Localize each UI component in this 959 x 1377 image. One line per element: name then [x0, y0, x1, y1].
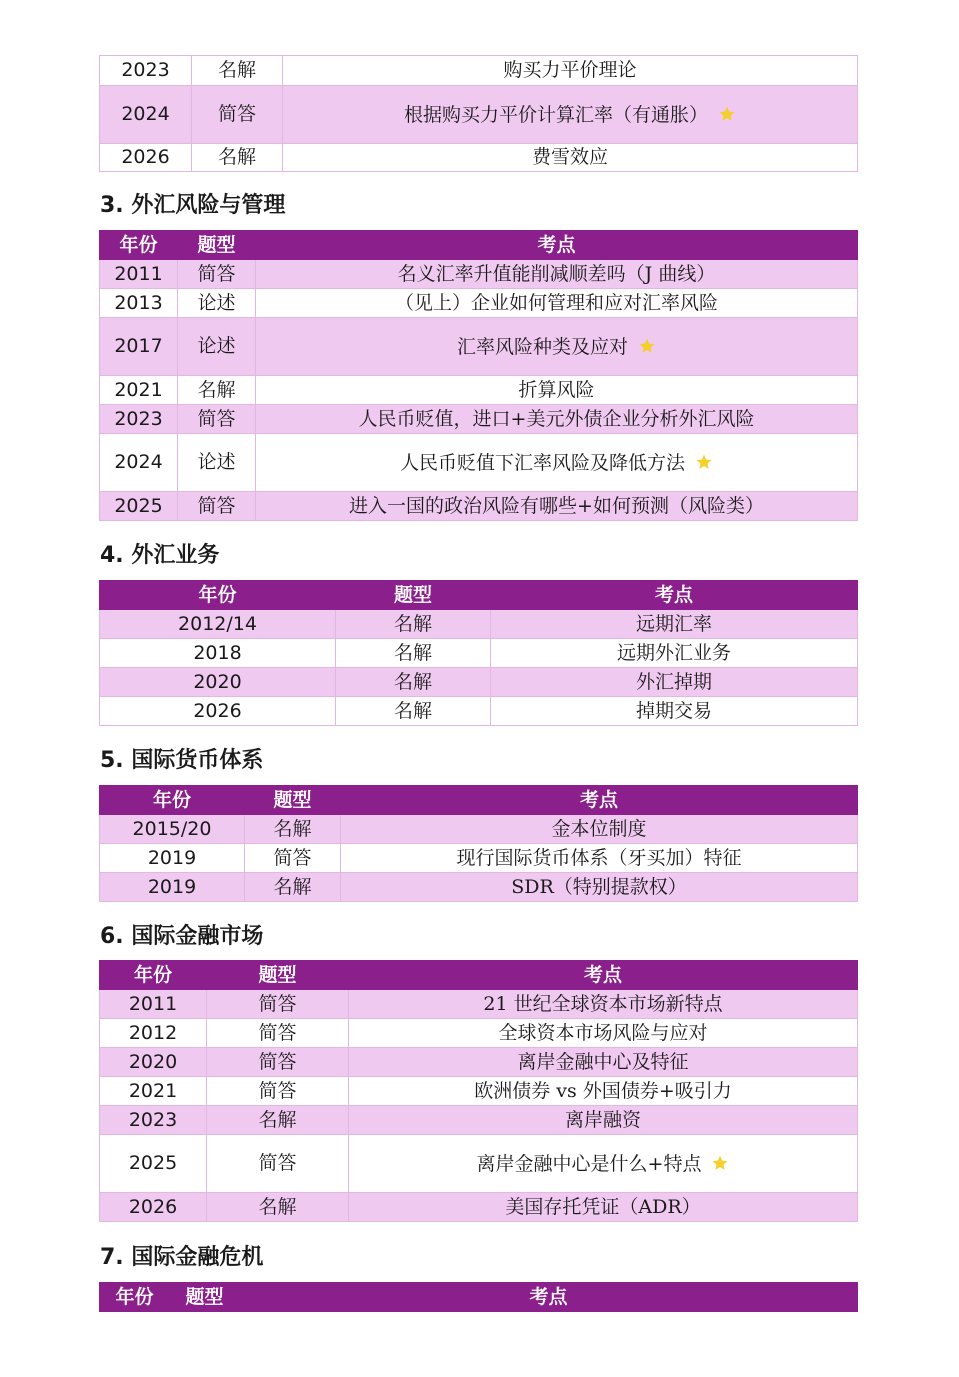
- cell-topic: 离岸金融中心及特征: [349, 1048, 858, 1077]
- cell-type: 名解: [207, 1106, 349, 1135]
- cell-year: 2025: [100, 1135, 207, 1193]
- cell-year: 2021: [100, 376, 178, 405]
- cell-year: 2026: [100, 697, 336, 726]
- cell-type: 名解: [192, 56, 283, 86]
- table-row: [100, 1193, 858, 1222]
- cell-type: 论述: [178, 434, 256, 492]
- header-type: 题型: [207, 961, 349, 990]
- cell-topic: 人民币贬值下汇率风险及降低方法: [256, 434, 858, 492]
- table-section-5: [99, 785, 858, 902]
- table-row: [100, 990, 858, 1019]
- table-section-7: [99, 1282, 858, 1312]
- table-row: [100, 1077, 858, 1106]
- section-heading-6: 6. 国际金融市场: [100, 924, 264, 949]
- cell-year: 2024: [100, 434, 178, 492]
- cell-type: 简答: [178, 405, 256, 434]
- cell-topic: 折算风险: [256, 376, 858, 405]
- cell-type: 名解: [178, 376, 256, 405]
- table-header-row: [100, 1283, 858, 1312]
- header-topic: 考点: [349, 961, 858, 990]
- table-row: [100, 289, 858, 318]
- cell-type: 名解: [192, 144, 283, 172]
- cell-year: 2011: [100, 990, 207, 1019]
- table-row: [100, 376, 858, 405]
- star-icon: [638, 337, 656, 355]
- header-type: 题型: [170, 1283, 240, 1312]
- cell-topic: 离岸金融中心是什么+特点: [349, 1135, 858, 1193]
- section-heading-4: 4. 外汇业务: [100, 543, 220, 568]
- header-year: 年份: [100, 1283, 170, 1312]
- table-row: [100, 639, 858, 668]
- cell-topic: 远期外汇业务: [491, 639, 858, 668]
- table-row: [100, 1048, 858, 1077]
- cell-year: 2020: [100, 668, 336, 697]
- cell-topic: 人民币贬值，进口+美元外债企业分析外汇风险: [256, 405, 858, 434]
- table-row: [100, 56, 858, 86]
- cell-topic: 掉期交易: [491, 697, 858, 726]
- cell-type: 简答: [178, 492, 256, 521]
- cell-type: 简答: [207, 1019, 349, 1048]
- cell-topic: 美国存托凭证（ADR）: [349, 1193, 858, 1222]
- table-row: [100, 873, 858, 902]
- section-heading-7: 7. 国际金融危机: [100, 1245, 264, 1270]
- cell-topic: （见上）企业如何管理和应对汇率风险: [256, 289, 858, 318]
- cell-year: 2019: [100, 844, 245, 873]
- cell-type: 名解: [336, 610, 491, 639]
- header-year: 年份: [100, 231, 178, 260]
- header-year: 年份: [100, 786, 245, 815]
- table-section-4: [99, 580, 858, 726]
- cell-topic: 现行国际货币体系（牙买加）特征: [341, 844, 858, 873]
- cell-topic: 名义汇率升值能削减顺差吗（J 曲线）: [256, 260, 858, 289]
- cell-topic: 进入一国的政治风险有哪些+如何预测（风险类）: [256, 492, 858, 521]
- cell-year: 2020: [100, 1048, 207, 1077]
- header-type: 题型: [336, 581, 491, 610]
- cell-year: 2021: [100, 1077, 207, 1106]
- table-header-row: [100, 786, 858, 815]
- table-header-row: [100, 581, 858, 610]
- table-row: [100, 86, 858, 144]
- header-type: 题型: [178, 231, 256, 260]
- cell-type: 论述: [178, 289, 256, 318]
- header-year: 年份: [100, 581, 336, 610]
- cell-year: 2026: [100, 1193, 207, 1222]
- header-year: 年份: [100, 961, 207, 990]
- cell-topic: 根据购买力平价计算汇率（有通胀）: [283, 86, 858, 144]
- cell-year: 2026: [100, 144, 192, 172]
- table-header-row: [100, 961, 858, 990]
- header-topic: 考点: [256, 231, 858, 260]
- header-type: 题型: [245, 786, 341, 815]
- table-row: [100, 1019, 858, 1048]
- section-heading-3: 3. 外汇风险与管理: [100, 193, 286, 218]
- table-section-2: [99, 55, 858, 172]
- cell-year: 2012/14: [100, 610, 336, 639]
- table-row: [100, 610, 858, 639]
- cell-topic: SDR（特别提款权）: [341, 873, 858, 902]
- cell-year: 2019: [100, 873, 245, 902]
- table-row: [100, 815, 858, 844]
- cell-type: 名解: [207, 1193, 349, 1222]
- table-row: [100, 697, 858, 726]
- cell-year: 2024: [100, 86, 192, 144]
- cell-type: 名解: [245, 873, 341, 902]
- cell-topic: 费雪效应: [283, 144, 858, 172]
- table-section-3: [99, 230, 858, 521]
- star-icon: [711, 1154, 729, 1172]
- table-row: [100, 1106, 858, 1135]
- table-row: [100, 844, 858, 873]
- cell-topic: 全球资本市场风险与应对: [349, 1019, 858, 1048]
- cell-topic: 远期汇率: [491, 610, 858, 639]
- cell-type: 简答: [207, 990, 349, 1019]
- cell-year: 2011: [100, 260, 178, 289]
- table-row: [100, 318, 858, 376]
- table-row: [100, 405, 858, 434]
- cell-type: 简答: [207, 1048, 349, 1077]
- star-icon: [695, 453, 713, 471]
- cell-topic: 外汇掉期: [491, 668, 858, 697]
- cell-year: 2023: [100, 405, 178, 434]
- table-row: [100, 144, 858, 172]
- cell-type: 简答: [207, 1135, 349, 1193]
- table-section-6: [99, 960, 858, 1222]
- cell-type: 名解: [245, 815, 341, 844]
- star-icon: [718, 105, 736, 123]
- cell-type: 简答: [207, 1077, 349, 1106]
- cell-topic: 离岸融资: [349, 1106, 858, 1135]
- table-row: [100, 492, 858, 521]
- cell-topic: 金本位制度: [341, 815, 858, 844]
- cell-type: 简答: [192, 86, 283, 144]
- cell-year: 2025: [100, 492, 178, 521]
- cell-type: 简答: [245, 844, 341, 873]
- cell-type: 名解: [336, 697, 491, 726]
- cell-year: 2013: [100, 289, 178, 318]
- cell-year: 2012: [100, 1019, 207, 1048]
- cell-topic: 欧洲债券 vs 外国债券+吸引力: [349, 1077, 858, 1106]
- table-row: [100, 434, 858, 492]
- section-heading-5: 5. 国际货币体系: [100, 748, 264, 773]
- cell-year: 2023: [100, 56, 192, 86]
- header-topic: 考点: [341, 786, 858, 815]
- cell-type: 名解: [336, 668, 491, 697]
- cell-type: 名解: [336, 639, 491, 668]
- cell-type: 论述: [178, 318, 256, 376]
- cell-year: 2015/20: [100, 815, 245, 844]
- table-header-row: [100, 231, 858, 260]
- cell-type: 简答: [178, 260, 256, 289]
- header-topic: 考点: [491, 581, 858, 610]
- cell-year: 2017: [100, 318, 178, 376]
- cell-topic: 21 世纪全球资本市场新特点: [349, 990, 858, 1019]
- cell-year: 2018: [100, 639, 336, 668]
- cell-topic: 购买力平价理论: [283, 56, 858, 86]
- header-topic: 考点: [240, 1283, 858, 1312]
- table-row: [100, 1135, 858, 1193]
- cell-year: 2023: [100, 1106, 207, 1135]
- table-row: [100, 260, 858, 289]
- cell-topic: 汇率风险种类及应对: [256, 318, 858, 376]
- table-row: [100, 668, 858, 697]
